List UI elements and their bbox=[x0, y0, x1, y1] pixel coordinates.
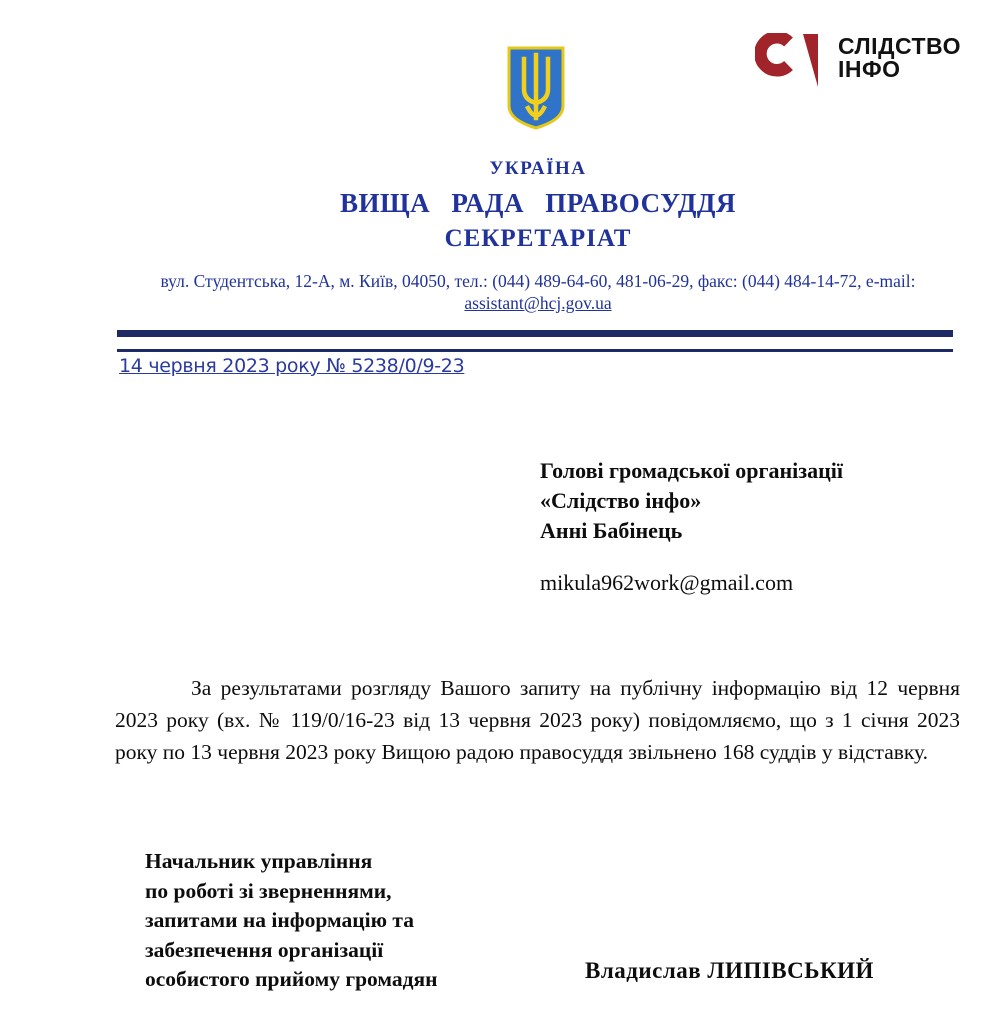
signer-title-line: забезпечення організації bbox=[145, 937, 384, 962]
recipient-block bbox=[540, 456, 843, 546]
org-email-line bbox=[78, 293, 998, 314]
reference-date-number: 14 червня 2023 року № 5238/0/9-23 bbox=[119, 355, 465, 377]
country-title: УКРАЇНА bbox=[489, 158, 587, 179]
slidstvo-ci-icon bbox=[755, 33, 830, 91]
slidstvo-info-logo bbox=[755, 31, 965, 93]
address-line: вул. Студентська, 12-А, м. Київ, 04050, тел.: (044) 489-64-60, 481-06-29, факс: (044) 484-14-72, e-mail: bbox=[160, 271, 916, 291]
org-email-link[interactable]: assistant@hcj.gov.ua bbox=[464, 293, 612, 313]
recipient-line2: «Слідство інфо» bbox=[540, 488, 702, 513]
signer-title-line: особистого прийому громадян bbox=[145, 967, 438, 991]
department-title: СЕКРЕТАРІАТ bbox=[444, 225, 632, 252]
organization-title: ВИЩА РАДА ПРАВОСУДДЯ bbox=[339, 188, 737, 218]
body-paragraph: За результатами розгляду Вашого запиту на публічну інформацію від 12 червня 2023 року (вх. № 119/0/16-23 від 13 червня 2023 року) повідомляємо, що з 1 січня 2023 року по 13 червня 2023 року Вищою радою правосуддя звільнено 168 суддів у відставку. bbox=[115, 676, 960, 764]
slidstvo-logo-text bbox=[838, 35, 961, 81]
recipient-email: mikula962work@gmail.com bbox=[540, 570, 794, 595]
ukraine-coat-of-arms-icon bbox=[505, 44, 567, 132]
signer-title-block bbox=[145, 847, 438, 995]
separator-rule-thin bbox=[117, 349, 953, 352]
separator-rule-thick bbox=[117, 330, 953, 337]
recipient-line3: Анні Бабінець bbox=[540, 518, 683, 543]
signer-title-line: запитами на інформацію та bbox=[145, 908, 414, 932]
signer-title-line: Начальник управління bbox=[145, 849, 373, 873]
signer-name: Владислав ЛИПІВСЬКИЙ bbox=[585, 958, 874, 983]
logo-line1: СЛІДСТВО bbox=[838, 33, 961, 59]
logo-line2: ІНФО bbox=[838, 56, 901, 82]
signer-title-line: по роботі зі зверненнями, bbox=[145, 878, 392, 903]
recipient-line1: Голові громадської організації bbox=[540, 458, 843, 483]
